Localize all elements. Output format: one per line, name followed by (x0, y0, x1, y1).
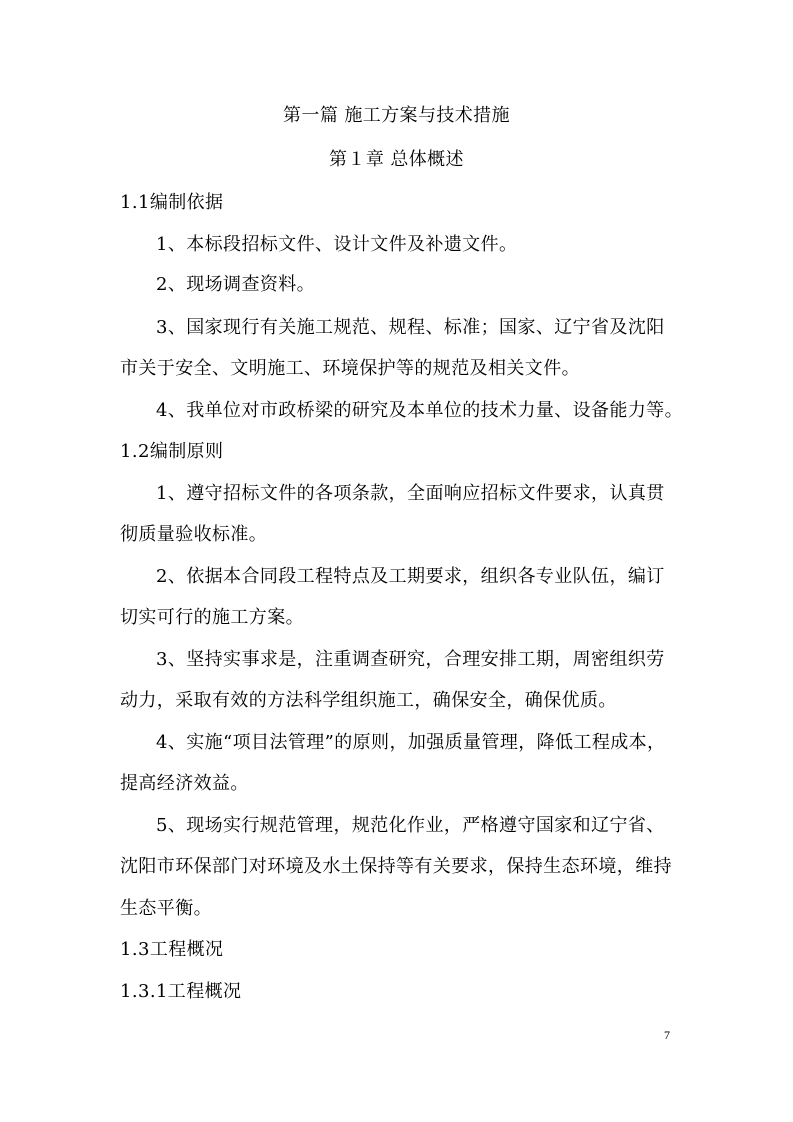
paragraph-line: 市关于安全、文明施工、环境保护等的规范及相关文件。 (120, 358, 580, 379)
paragraph-line: 1、遵守招标文件的各项条款，全面响应招标文件要求，认真贯 (156, 483, 665, 504)
paragraph-line: 2、依据本合同段工程特点及工期要求，组织各专业队伍，编订 (156, 566, 665, 587)
part-title: 第一篇 施工方案与技术措施 (283, 105, 510, 126)
paragraph-line: 4、实施“项目法管理”的原则，加强质量管理，降低工程成本， (156, 732, 666, 753)
paragraph-line: 生态平衡。 (120, 898, 212, 919)
paragraph-line: 3、国家现行有关施工规范、规程、标准；国家、辽宁省及沈阳 (156, 317, 665, 338)
section-heading-1-3-1: 1.3.1工程概况 (120, 981, 242, 1002)
chapter-title: 第１章 总体概述 (329, 149, 464, 170)
paragraph-line: 2、现场调查资料。 (156, 274, 316, 295)
section-heading-1-2: 1.2编制原则 (120, 441, 224, 462)
section-heading-1-1: 1.1编制依据 (120, 192, 224, 213)
section-heading-1-3: 1.3工程概况 (120, 939, 224, 960)
paragraph-line: 提高经济效益。 (120, 773, 249, 794)
paragraph-line: 切实可行的施工方案。 (120, 607, 304, 628)
paragraph-line: 3、坚持实事求是，注重调查研究，合理安排工期，周密组织劳 (156, 649, 665, 670)
paragraph-line: 动力，采取有效的方法科学组织施工，确保安全，确保优质。 (120, 690, 617, 711)
paragraph-line: 沈阳市环保部门对环境及水土保持等有关要求，保持生态环境，维持 (120, 856, 672, 877)
paragraph-line: 5、现场实行规范管理，规范化作业，严格遵守国家和辽宁省、 (156, 815, 665, 836)
paragraph-line: 4、我单位对市政桥梁的研究及本单位的技术力量、设备能力等。 (156, 400, 684, 421)
page-number: 7 (664, 1028, 670, 1042)
paragraph-line: 1、本标段招标文件、设计文件及补遗文件。 (156, 234, 518, 255)
paragraph-line: 彻质量验收标准。 (120, 524, 268, 545)
